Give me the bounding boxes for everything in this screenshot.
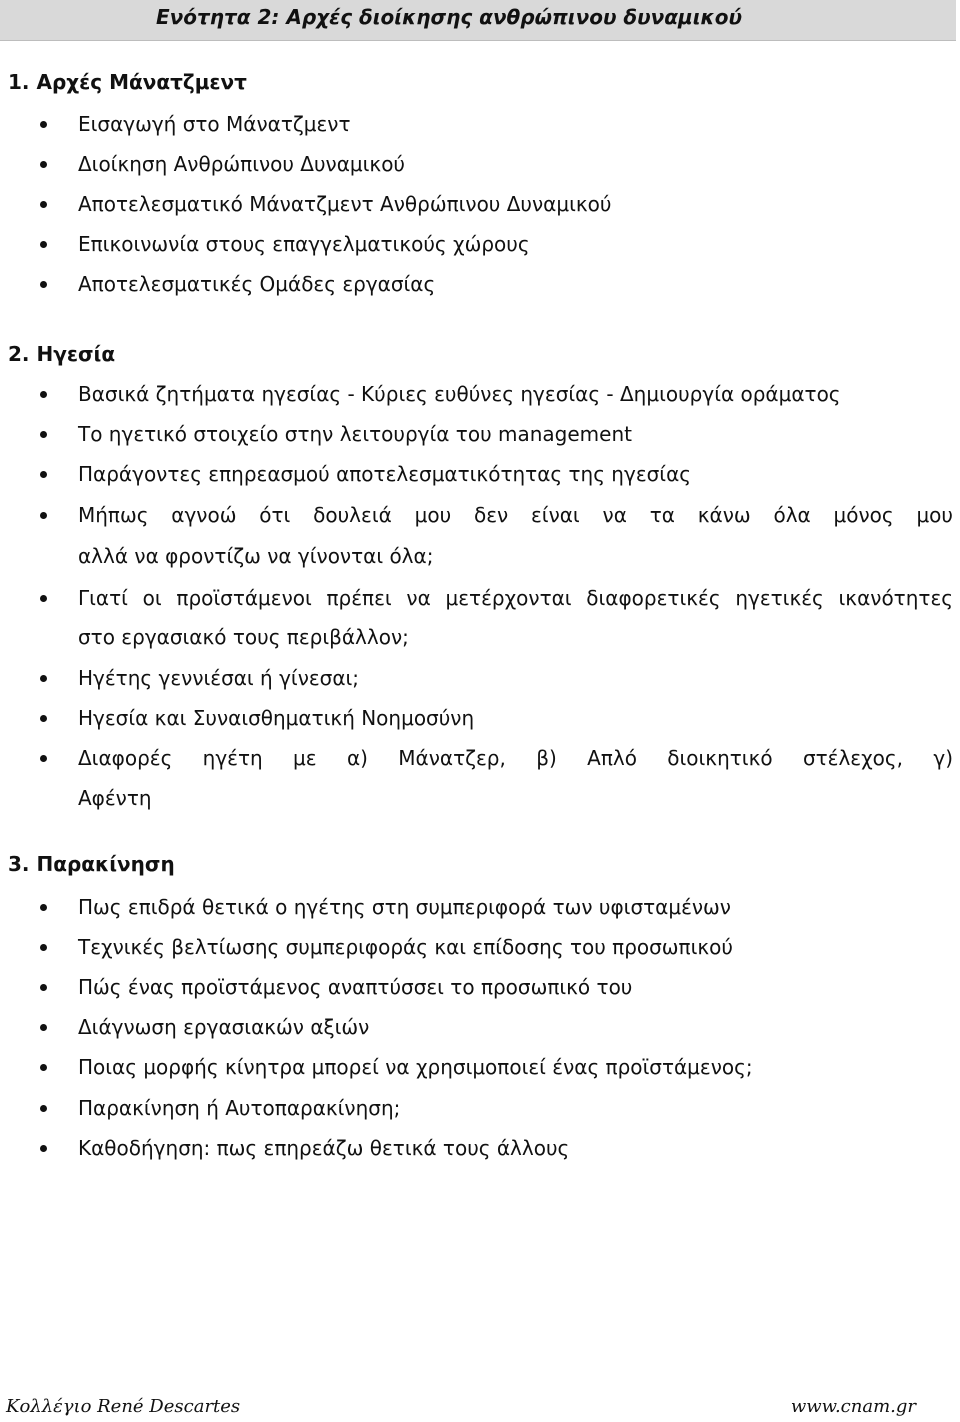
bullet-icon (40, 984, 47, 991)
list-item-continuation: Αφέντη (78, 786, 152, 810)
list-item: Το ηγετικό στοιχείο στην λειτουργία του management (0, 414, 960, 454)
list-item: Αποτελεσματικό Μάνατζμεντ Ανθρώπινου Δυναμικού (0, 184, 960, 224)
footer-website: www.cnam.gr (790, 1396, 916, 1417)
bullet-icon (40, 1024, 47, 1031)
section-heading-principles: 1. Αρχές Μάνατζμεντ (8, 70, 247, 94)
list-item: Παρακίνηση ή Αυτοπαρακίνηση; (0, 1088, 960, 1128)
bullet-icon (40, 431, 47, 438)
bullet-icon (40, 391, 47, 398)
bullet-icon (40, 675, 47, 682)
bullet-icon (40, 715, 47, 722)
list-item: Ηγεσία και Συναισθηματική Νοημοσύνη (0, 698, 960, 738)
bullet-icon (40, 595, 47, 602)
bullet-icon (40, 201, 47, 208)
document-title: Ενότητα 2: Αρχές διοίκησης ανθρώπινου δυναμικού (156, 5, 742, 29)
list-item: Μήπως αγνοώ ότι δουλειά μου δεν είναι να τα κάνω όλα μόνος μου (0, 495, 960, 535)
list-item: Ποιας μορφής κίνητρα μπορεί να χρησιμοποιεί ένας προϊστάμενος; (0, 1047, 960, 1087)
header-bar (0, 0, 956, 41)
list-item: Ηγέτης γεννιέσαι ή γίνεσαι; (0, 658, 960, 698)
list-item: Διαφορές ηγέτη με α) Μάνατζερ, β) Απλό διοικητικό στέλεχος, γ) (0, 738, 960, 778)
list-item: Εισαγωγή στο Μάνατζμεντ (0, 104, 960, 144)
section-heading-leadership: 2. Ηγεσία (8, 342, 116, 366)
bullet-icon (40, 281, 47, 288)
list-item-continuation: στο εργασιακό τους περιβάλλον; (78, 625, 409, 649)
list-item: Πώς ένας προϊστάμενος αναπτύσσει το προσωπικό του (0, 967, 960, 1007)
bullet-icon (40, 904, 47, 911)
list-item: Καθοδήγηση: πως επηρεάζω θετικά τους άλλους (0, 1128, 960, 1168)
list-item: Επικοινωνία στους επαγγελματικούς χώρους (0, 224, 960, 264)
list-item: Διάγνωση εργασιακών αξιών (0, 1007, 960, 1047)
list-item: Τεχνικές βελτίωσης συμπεριφοράς και επίδοσης του προσωπικού (0, 927, 960, 967)
list-item: Βασικά ζητήματα ηγεσίας - Κύριες ευθύνες ηγεσίας - Δημιουργία οράματος (0, 374, 960, 414)
list-item: Αποτελεσματικές Ομάδες εργασίας (0, 264, 960, 304)
bullet-icon (40, 512, 47, 519)
bullet-icon (40, 471, 47, 478)
list-item: Πως επιδρά θετικά ο ηγέτης στη συμπεριφορά των υφισταμένων (0, 887, 960, 927)
bullet-icon (40, 241, 47, 248)
bullet-icon (40, 944, 47, 951)
list-item: Γιατί οι προϊστάμενοι πρέπει να μετέρχονται διαφορετικές ηγετικές ικανότητες (0, 578, 960, 618)
bullet-icon (40, 1145, 47, 1152)
bullet-icon (40, 755, 47, 762)
bullet-icon (40, 121, 47, 128)
section-heading-motivation: 3. Παρακίνηση (8, 852, 175, 876)
bullet-icon (40, 1064, 47, 1071)
footer-institution: Κολλέγιο René Descartes (6, 1396, 241, 1417)
list-item-continuation: αλλά να φροντίζω να γίνονται όλα; (78, 544, 434, 568)
list-item: Διοίκηση Ανθρώπινου Δυναμικού (0, 144, 960, 184)
bullet-icon (40, 1105, 47, 1112)
list-item: Παράγοντες επηρεασμού αποτελεσματικότητας της ηγεσίας (0, 454, 960, 494)
bullet-icon (40, 161, 47, 168)
